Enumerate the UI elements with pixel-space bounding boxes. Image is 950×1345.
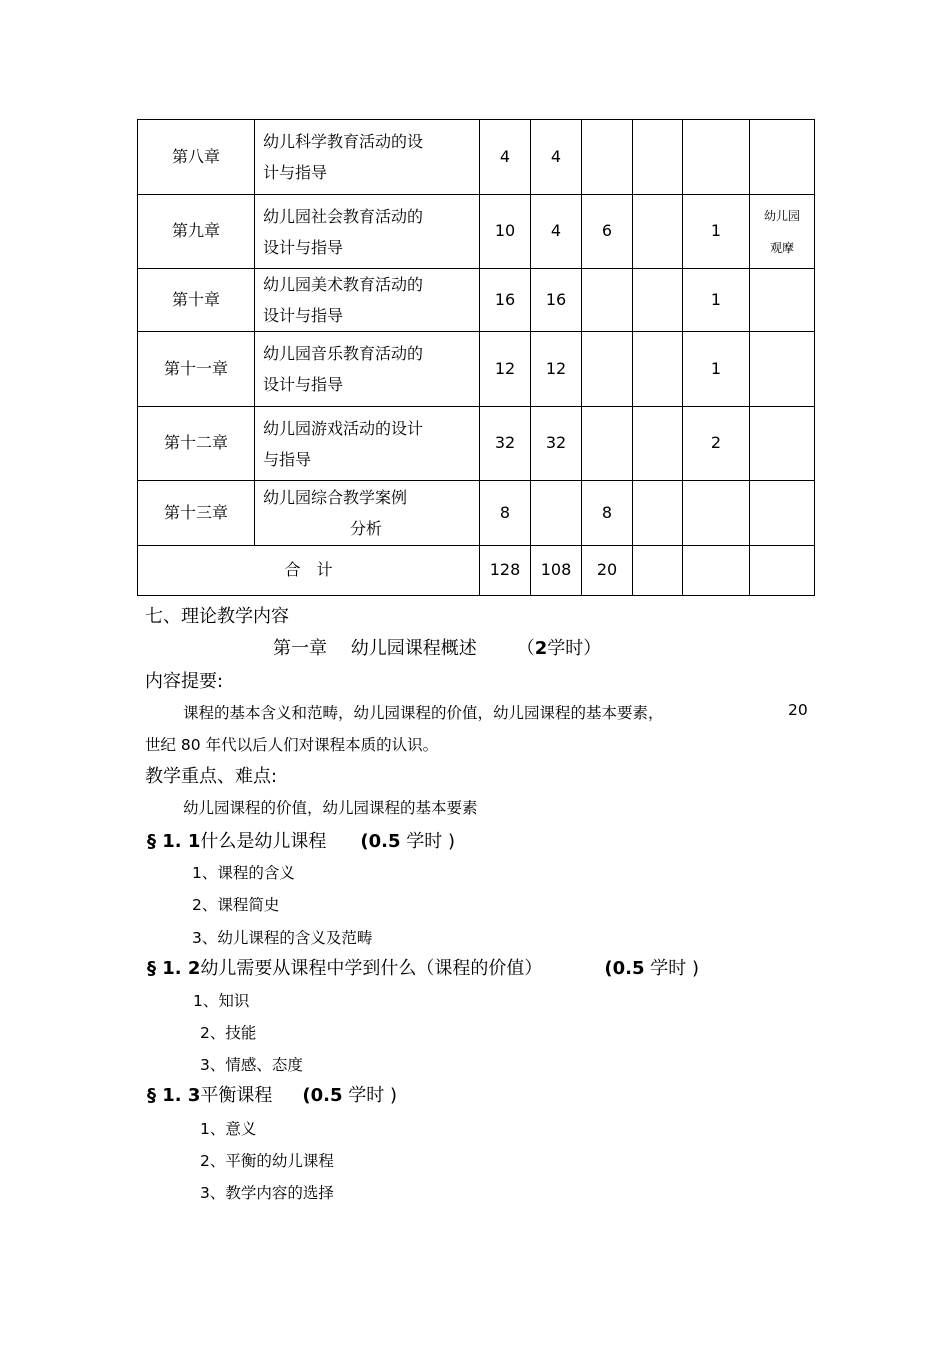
extra-cell: [633, 195, 683, 269]
course-title-line2: 设计与指导: [263, 237, 344, 257]
table-row: [138, 195, 815, 269]
practice-hours-cell: [582, 407, 633, 481]
chapter-title-text: 第一章 幼儿园课程概述: [273, 638, 477, 659]
extra-cell: [683, 120, 750, 195]
note-cell: [750, 120, 815, 195]
theory-hours-cell: 16: [531, 269, 582, 332]
note-cell: [750, 332, 815, 407]
total-hours-cell: 12: [480, 332, 531, 407]
extra-cell: [633, 407, 683, 481]
summary-text-line1-tail: 20: [788, 701, 808, 719]
subsection-hours-num: (0.5: [302, 1085, 343, 1106]
note-cell: [750, 269, 815, 332]
total-hours-cell: 8: [480, 481, 531, 546]
summary-text-line1: 课程的基本含义和范畴，幼儿园课程的价值，幼儿园课程的基本要素，: [183, 704, 664, 722]
chapter-cell: 第十二章: [138, 407, 255, 481]
total-label-cell: 合 计: [138, 546, 480, 596]
list-item: 3、幼儿课程的含义及范畴: [192, 929, 373, 947]
total-hours-cell: 32: [480, 407, 531, 481]
course-title-line1: 幼儿园美术教育活动的: [263, 275, 424, 294]
extra-cell: [633, 332, 683, 407]
key-points-text: 幼儿园课程的价值，幼儿园课程的基本要素: [183, 799, 478, 817]
chapter-cell: 第十一章: [138, 332, 255, 407]
table-row: [138, 332, 815, 407]
note-cell: [750, 546, 815, 596]
list-item: 3、教学内容的选择: [200, 1184, 334, 1202]
extra-cell: 1: [683, 195, 750, 269]
chapter-cell: 第八章: [138, 120, 255, 195]
practice-hours-cell: 6: [582, 195, 633, 269]
note-line1: 幼儿园: [763, 208, 800, 223]
list-item: 1、课程的含义: [192, 864, 295, 882]
chapter-title: [273, 634, 601, 660]
note-cell: [750, 195, 815, 269]
extra-cell: [633, 546, 683, 596]
course-title-line2: 与指导: [263, 449, 312, 469]
practice-hours-cell: 8: [582, 481, 633, 546]
list-item: 1、意义: [200, 1120, 257, 1138]
total-hours-cell: 128: [480, 546, 531, 596]
course-title-line1: 幼儿园音乐教育活动的: [263, 344, 424, 363]
extra-cell: [683, 481, 750, 546]
subsection-heading: [147, 827, 455, 853]
list-item: 3、情感、态度: [200, 1056, 303, 1074]
theory-hours-cell: 108: [531, 546, 582, 596]
note-cell: [750, 407, 815, 481]
list-item: 1、知识: [193, 992, 250, 1010]
theory-hours-cell: 4: [531, 195, 582, 269]
table-row: [138, 481, 815, 546]
key-points-label: 教学重点、难点:: [145, 766, 278, 787]
course-title-cell: [255, 120, 480, 195]
chapter-cell: 第十三章: [138, 481, 255, 546]
theory-hours-cell: [531, 481, 582, 546]
course-title-cell: [255, 407, 480, 481]
list-item: 2、课程简史: [192, 896, 280, 914]
subsection-hours-num: (0.5: [360, 831, 401, 852]
theory-hours-cell: 12: [531, 332, 582, 407]
course-title-line2: 设计与指导: [263, 375, 344, 394]
course-title-line1: 幼儿科学教育活动的设: [263, 132, 424, 151]
subsection-hours-unit: 学时 ): [406, 831, 456, 852]
practice-hours-cell: [582, 332, 633, 407]
subsection-hours-num: (0.5: [604, 958, 645, 979]
course-title-line2: 计与指导: [263, 163, 328, 182]
subsection-number: § 1. 2: [147, 958, 201, 979]
extra-cell: 2: [683, 407, 750, 481]
course-title-cell: [255, 269, 480, 332]
chapter-hours-unit: 学时）: [547, 638, 602, 659]
theory-hours-cell: 4: [531, 120, 582, 195]
extra-cell: [633, 269, 683, 332]
list-item: 2、平衡的幼儿课程: [200, 1152, 334, 1170]
total-hours-cell: 10: [480, 195, 531, 269]
course-title-line2: 分析: [349, 519, 382, 538]
table-row: [138, 120, 815, 195]
course-title-line1: 幼儿园社会教育活动的: [263, 206, 424, 226]
chapter-hours-num: 2: [534, 638, 548, 659]
subsection-title: 幼儿需要从课程中学到什么（课程的价值）: [200, 958, 543, 979]
course-title-line2: 设计与指导: [263, 306, 344, 325]
summary-text-line2: 世纪 80 年代以后人们对课程本质的认识。: [145, 736, 439, 754]
course-title-line1: 幼儿园游戏活动的设计: [263, 418, 424, 438]
extra-cell: 1: [683, 332, 750, 407]
practice-hours-cell: [582, 120, 633, 195]
summary-label: 内容提要:: [145, 671, 224, 692]
section-heading: 七、理论教学内容: [145, 606, 289, 627]
theory-hours-cell: 32: [531, 407, 582, 481]
extra-cell: [683, 546, 750, 596]
note-line2: 观摩: [769, 240, 794, 255]
practice-hours-cell: [582, 269, 633, 332]
list-item: 2、技能: [200, 1024, 257, 1042]
subsection-hours-unit: 学时 ): [650, 958, 700, 979]
table-total-row: [138, 546, 815, 596]
subsection-heading: [147, 954, 699, 980]
subsection-hours-unit: 学时 ): [348, 1085, 398, 1106]
subsection-heading: [147, 1081, 397, 1107]
course-hours-table: [137, 119, 815, 596]
subsection-title: 什么是幼儿课程: [200, 831, 327, 852]
course-title-cell: [255, 481, 480, 546]
course-title-cell: [255, 195, 480, 269]
table-row: [138, 269, 815, 332]
course-title-line1: 幼儿园综合教学案例: [263, 488, 408, 507]
table-row: [138, 407, 815, 481]
chapter-hours-open: （: [516, 638, 535, 659]
practice-hours-cell: 20: [582, 546, 633, 596]
extra-cell: [633, 120, 683, 195]
subsection-number: § 1. 1: [147, 831, 201, 852]
total-hours-cell: 4: [480, 120, 531, 195]
subsection-number: § 1. 3: [147, 1085, 201, 1106]
extra-cell: 1: [683, 269, 750, 332]
subsection-title: 平衡课程: [200, 1085, 273, 1106]
extra-cell: [633, 481, 683, 546]
note-cell: [750, 481, 815, 546]
chapter-cell: 第九章: [138, 195, 255, 269]
total-hours-cell: 16: [480, 269, 531, 332]
course-title-cell: [255, 332, 480, 407]
chapter-cell: 第十章: [138, 269, 255, 332]
